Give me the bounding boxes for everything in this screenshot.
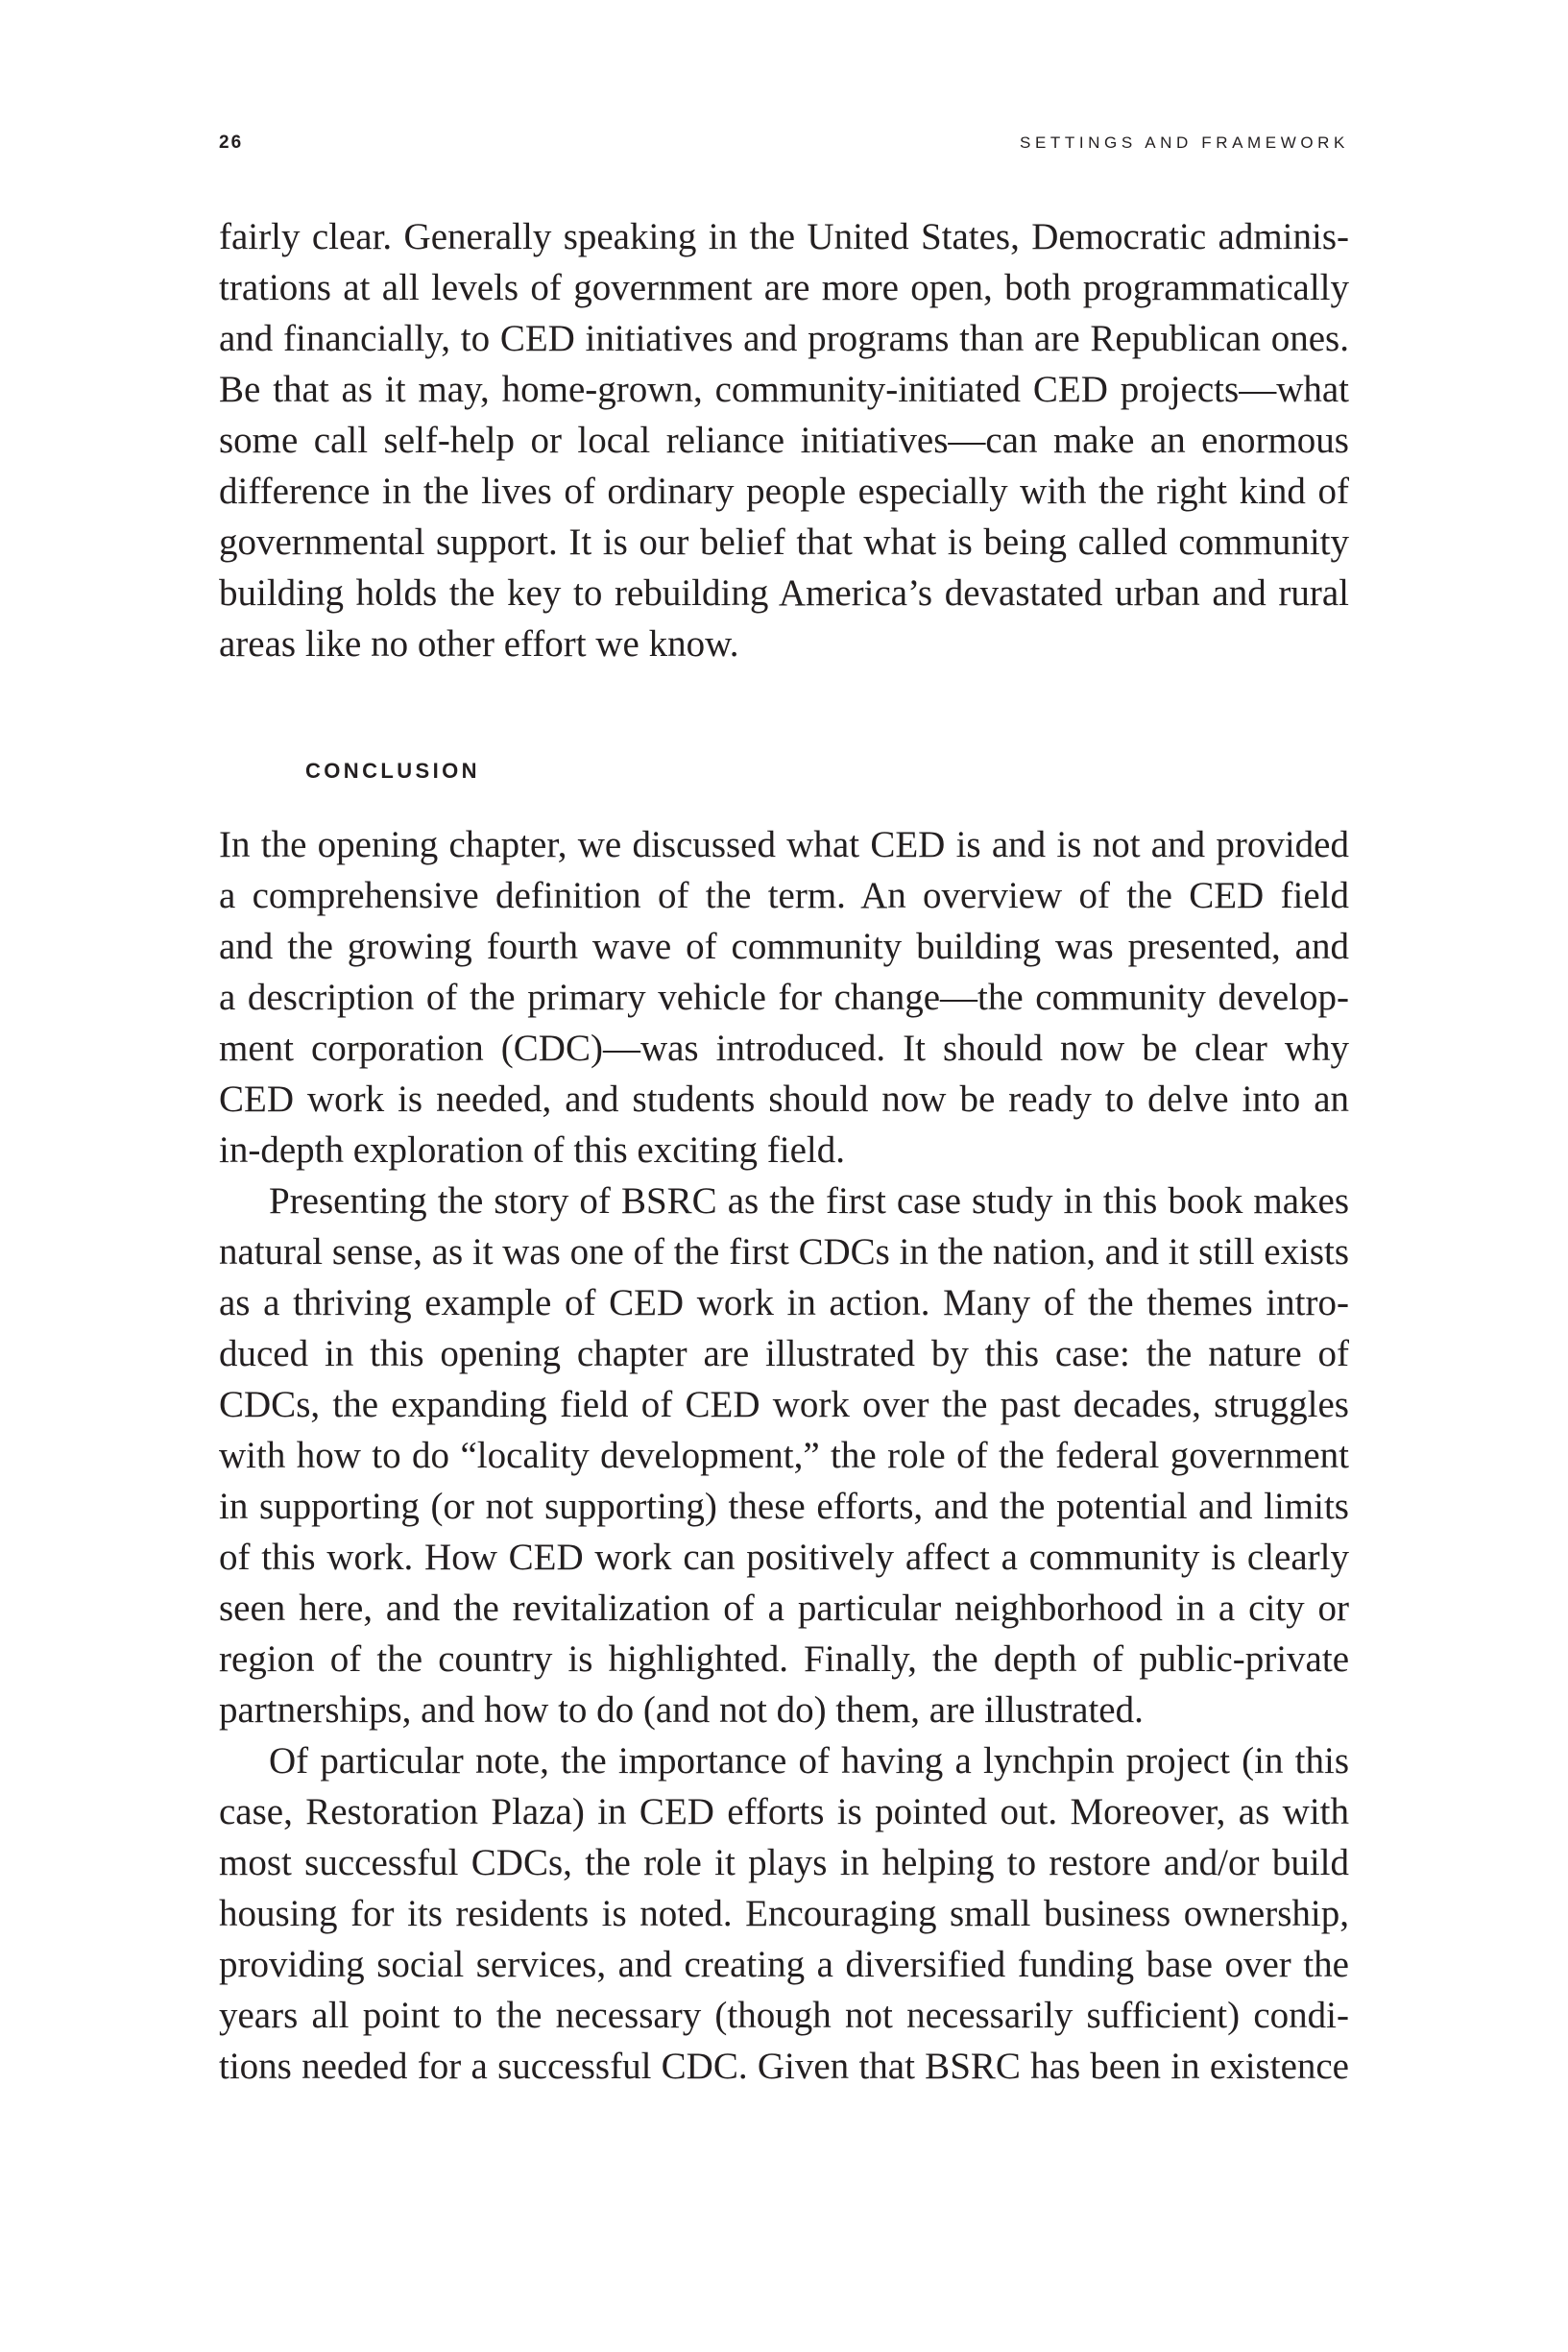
text-line: a comprehensive definition of the term. An overview of the CED field: [219, 875, 1349, 916]
text-line: a description of the primary vehicle for change—the community develop-: [219, 977, 1349, 1018]
text-line: years all point to the necessary (though not necessarily sufficient) condi-: [219, 1995, 1349, 2036]
text-line: housing for its residents is noted. Encouraging small business ownership,: [219, 1893, 1349, 1934]
paragraph-2: [219, 1176, 1349, 1735]
text-line: building holds the key to rebuilding America’s devastated urban and rural: [219, 572, 1349, 614]
text-line: and financially, to CED initiatives and programs than are Republican ones.: [219, 318, 1349, 359]
text-line: seen here, and the revitalization of a particular neighborhood in a city or: [219, 1588, 1349, 1629]
text-line: most successful CDCs, the role it plays in helping to restore and/or build: [219, 1842, 1349, 1883]
text-line: Presenting the story of BSRC as the first case study in this book makes: [269, 1180, 1349, 1222]
text-line: ment corporation (CDC)—was introduced. It should now be clear why: [219, 1028, 1349, 1069]
text-line: CED work is needed, and students should now be ready to delve into an: [219, 1079, 1349, 1120]
text-line: in-depth exploration of this exciting field.: [219, 1129, 846, 1171]
paragraph-1: [219, 819, 1349, 1176]
text-line: region of the country is highlighted. Finally, the depth of public-private: [219, 1638, 1349, 1680]
text-line: natural sense, as it was one of the first CDCs in the nation, and it still exists: [219, 1231, 1349, 1273]
text-line: tions needed for a successful CDC. Given that BSRC has been in existence: [219, 2046, 1349, 2087]
text-line: case, Restoration Plaza) in CED efforts is pointed out. Moreover, as with: [219, 1791, 1349, 1832]
continued-paragraph: [219, 211, 1349, 669]
text-line: Of particular note, the importance of having a lynchpin project (in this: [269, 1740, 1349, 1782]
text-line: providing social services, and creating a diversified funding base over the: [219, 1944, 1349, 1985]
text-line: duced in this opening chapter are illustrated by this case: the nature of: [219, 1333, 1349, 1374]
text-line: partnerships, and how to do (and not do) them, are illustrated.: [219, 1689, 1144, 1731]
text-line: In the opening chapter, we discussed what CED is and is not and provided: [219, 824, 1349, 865]
text-line: with how to do “locality development,” the role of the federal government: [219, 1435, 1349, 1476]
text-line: areas like no other effort we know.: [219, 623, 739, 665]
text-line: Be that as it may, home-grown, community-initiated CED projects—what: [219, 369, 1349, 410]
text-line: difference in the lives of ordinary people especially with the right kind of: [219, 471, 1349, 512]
text-line: trations at all levels of government are more open, both programmatically: [219, 267, 1349, 308]
page-number: 26: [219, 133, 244, 153]
running-section-title: SETTINGS AND FRAMEWORK: [1020, 133, 1349, 152]
text-line: as a thriving example of CED work in action. Many of the themes intro-: [219, 1282, 1349, 1323]
running-head: [219, 131, 1349, 156]
text-line: some call self-help or local reliance initiatives—can make an enormous: [219, 420, 1349, 461]
conclusion-body: [219, 819, 1349, 2092]
text-line: and the growing fourth wave of community building was presented, and: [219, 926, 1349, 967]
text-line: of this work. How CED work can positively affect a community is clearly: [219, 1537, 1349, 1578]
text-line: CDCs, the expanding field of CED work over the past decades, struggles: [219, 1384, 1349, 1425]
text-line: governmental support. It is our belief that what is being called community: [219, 521, 1349, 563]
text-line: in supporting (or not supporting) these efforts, and the potential and limits: [219, 1486, 1349, 1527]
text-line: fairly clear. Generally speaking in the United States, Democratic adminis-: [219, 216, 1349, 257]
paragraph-3: [219, 1735, 1349, 2092]
section-heading-conclusion: CONCLUSION: [305, 759, 480, 783]
